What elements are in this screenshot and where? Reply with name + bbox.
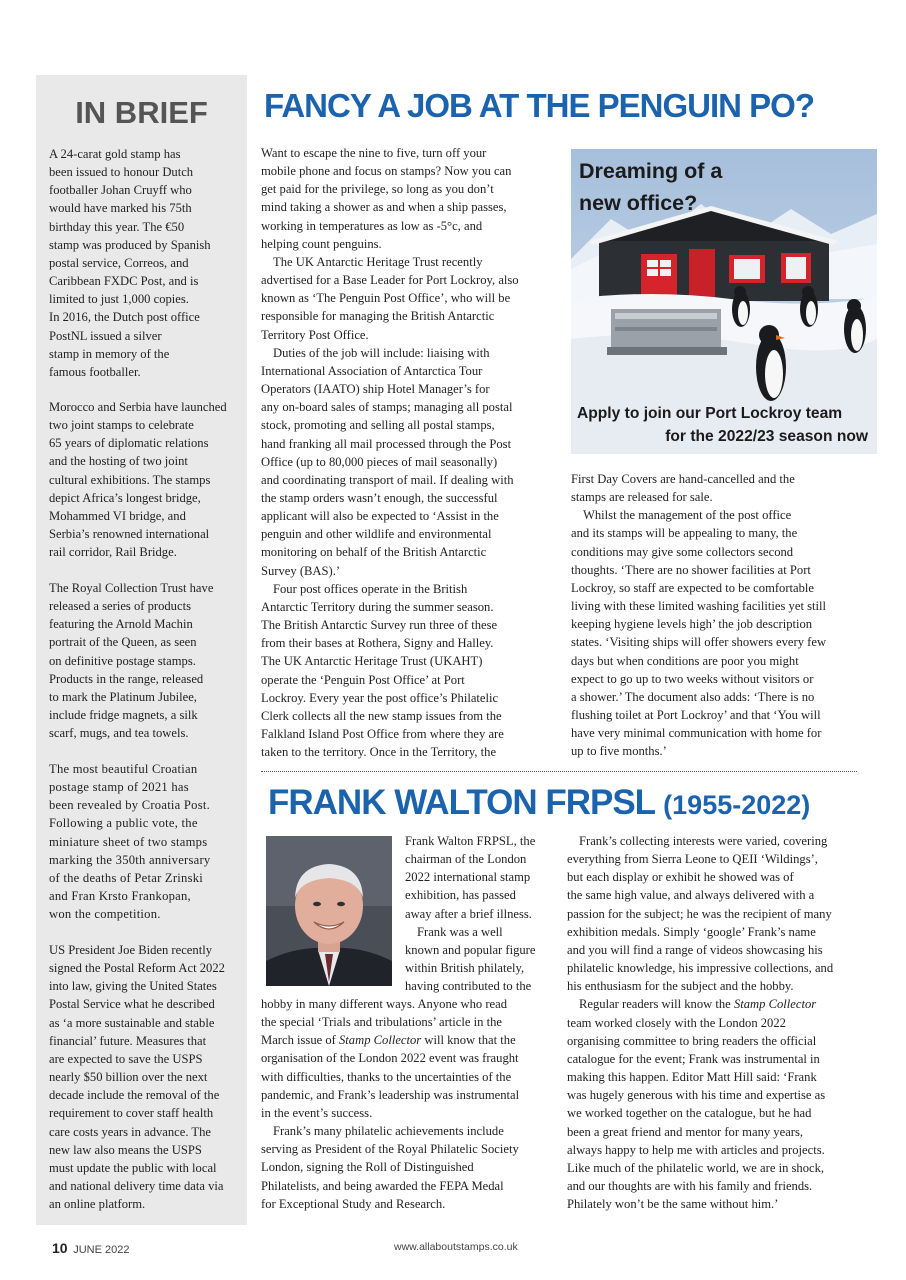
text-line: Following a public vote, the bbox=[49, 816, 198, 831]
text-line: monitoring on behalf of the British Antarctic bbox=[261, 545, 487, 560]
text-line: organisation of the London 2022 event was fraught bbox=[261, 1051, 519, 1066]
text-line: with difficulties, thanks to the uncertainties of the bbox=[261, 1069, 512, 1084]
text-line: International Association of Antarctica Tour bbox=[261, 363, 483, 378]
article1-headline: FANCY A JOB AT THE PENGUIN PO? bbox=[264, 87, 814, 124]
text-line: for Exceptional Study and Research. bbox=[261, 1196, 446, 1211]
text-line: the special ‘Trials and tribulations’ article in the bbox=[261, 1015, 502, 1030]
text-line: stock, promoting and selling all postal stamps, bbox=[261, 418, 495, 433]
text-line: but each display or exhibit he showed was of bbox=[567, 870, 794, 885]
text-line: philatelic knowledge, his impressive collections, and bbox=[567, 961, 834, 976]
text-line: new law also means the USPS bbox=[49, 1142, 202, 1157]
text-line: The most beautiful Croatian bbox=[49, 762, 198, 776]
text-line: always happy to help me with articles and projects. bbox=[567, 1142, 825, 1157]
text-line: Frank Walton FRPSL, the bbox=[405, 834, 536, 848]
text-line: care costs years in advance. The bbox=[49, 1124, 212, 1139]
article2-headline-name: FRANK WALTON FRPSL bbox=[268, 783, 655, 822]
article2-column-2 bbox=[567, 832, 833, 1213]
text-line: postage stamp of 2021 has bbox=[49, 780, 189, 795]
text-line: cultural exhibitions. The stamps bbox=[49, 472, 211, 487]
website-url: www.allaboutstamps.co.uk bbox=[394, 1241, 518, 1253]
text-line: financial’ future. Measures that bbox=[49, 1033, 207, 1048]
text-line: his enthusiasm for the subject and the hobby. bbox=[567, 979, 794, 994]
text-line: Frank’s collecting interests were varied, covering bbox=[579, 834, 828, 848]
text-line: stamp was produced by Spanish bbox=[49, 237, 211, 252]
text-line: The British Antarctic Survey run three of these bbox=[261, 618, 498, 633]
text-line: within British philately, bbox=[405, 961, 525, 976]
text-line: been a great friend and mentor for many years, bbox=[567, 1124, 804, 1139]
text-line: from their bases at Rothera, Signy and Halley. bbox=[261, 636, 494, 651]
text-line: was hugely generous with his time and expertise as bbox=[567, 1088, 826, 1103]
text-line: Operators (IAATO) ship Hotel Manager’s for bbox=[261, 382, 490, 397]
text-line: The Royal Collection Trust have bbox=[49, 581, 214, 595]
text-line: London, signing the Roll of Distinguished bbox=[261, 1160, 474, 1175]
text-line: US President Joe Biden recently bbox=[49, 943, 212, 957]
text-line: 2022 international stamp bbox=[405, 870, 531, 885]
text-line: portrait of the Queen, as seen bbox=[49, 635, 197, 650]
text-line: stamps are released for sale. bbox=[571, 490, 713, 505]
frank-walton-portrait bbox=[266, 836, 392, 986]
issue-date: JUNE 2022 bbox=[73, 1244, 130, 1256]
article1-column-1 bbox=[261, 144, 519, 761]
text-line: Office (up to 80,000 pieces of mail seasonally) bbox=[261, 454, 498, 469]
text-line: have very minimal communication with home for bbox=[571, 726, 822, 741]
text-line: Want to escape the nine to five, turn off your bbox=[261, 146, 487, 160]
text-line: pandemic, and Frank’s leadership was instrumental bbox=[261, 1087, 520, 1102]
text-line: known and popular figure bbox=[405, 942, 536, 957]
penguin-caption-top-line1: Dreaming of a bbox=[579, 159, 723, 183]
text-line: days but when conditions are poor you might bbox=[571, 653, 799, 668]
text-line: everything from Sierra Leone to QEII ‘Wildings’, bbox=[567, 852, 818, 867]
text-line: up to five months.’ bbox=[571, 744, 667, 759]
text-line: into law, giving the United States bbox=[49, 979, 217, 994]
text-line: miniature sheet of two stamps bbox=[49, 834, 208, 849]
text-line: are expected to save the USPS bbox=[49, 1051, 203, 1066]
text-line: postal service, Correos, and bbox=[49, 255, 189, 270]
text-line: as ‘a more sustainable and stable bbox=[49, 1015, 215, 1030]
text-line: Like much of the philatelic world, we are in shock, bbox=[567, 1160, 825, 1175]
text-line: Clerk collects all the new stamp issues from the bbox=[261, 708, 502, 723]
text-line: Philatelists, and being awarded the FEPA Medal bbox=[261, 1178, 504, 1193]
text-line: released a series of products bbox=[49, 599, 191, 614]
text-line: known as ‘The Penguin Post Office’, who will be bbox=[261, 291, 511, 306]
text-line: team worked closely with the London 2022 bbox=[567, 1015, 786, 1030]
text-line: conditions may give some collectors second bbox=[571, 544, 794, 559]
text-line: operate the ‘Penguin Post Office’ at Port bbox=[261, 672, 465, 687]
frank-walton-portrait-illustration bbox=[266, 836, 392, 986]
text-line: stamp in memory of the bbox=[49, 346, 170, 361]
text-line: applicant will also be expected to ‘Assist in the bbox=[261, 509, 499, 524]
text-line: an online platform. bbox=[49, 1197, 146, 1212]
article2-headline bbox=[268, 783, 810, 823]
text-line: Morocco and Serbia have launched bbox=[49, 400, 227, 414]
text-line: serving as President of the Royal Philatelic Society bbox=[261, 1142, 519, 1157]
text-line: exhibition, has passed bbox=[405, 888, 516, 903]
text-line: A 24-carat gold stamp has bbox=[49, 147, 181, 161]
text-line: hand franking all mail processed through the Post bbox=[261, 436, 512, 451]
text-line: must update the public with local bbox=[49, 1160, 217, 1175]
text-line: in the event’s success. bbox=[261, 1105, 373, 1120]
penguin-photo-illustration bbox=[571, 149, 877, 454]
publication-title: Stamp Collector bbox=[339, 1033, 422, 1048]
text-line: would have marked his 75th bbox=[49, 201, 192, 216]
brief-item-usps bbox=[49, 941, 241, 1213]
text-line: a shower.’ The document also adds: ‘There is no bbox=[571, 689, 815, 704]
brief-item-cruyff bbox=[49, 145, 241, 381]
text-line: the same high value, and always delivered with a bbox=[567, 888, 815, 903]
text-line: footballer Johan Cruyff who bbox=[49, 183, 192, 198]
text-line: In 2016, the Dutch post office bbox=[49, 310, 200, 325]
text-line: PostNL issued a silver bbox=[49, 328, 162, 343]
text-line: Postal Service what he described bbox=[49, 997, 215, 1012]
text-line: and national delivery time data via bbox=[49, 1179, 224, 1194]
text-line: marking the 350th anniversary bbox=[49, 852, 211, 867]
text-line: taken to the territory. Once in the Territory, the bbox=[261, 745, 497, 760]
text-line: Caribbean FXDC Post, and is bbox=[49, 274, 199, 289]
text-line: Survey (BAS).’ bbox=[261, 563, 341, 578]
text-line: rail corridor, Rail Bridge. bbox=[49, 545, 177, 560]
text-line: the stamp orders wasn’t enough, the successful bbox=[261, 490, 498, 505]
text-line: been revealed by Croatia Post. bbox=[49, 798, 211, 813]
sidebar-title: IN BRIEF bbox=[75, 95, 208, 130]
text-line: Lockroy, so staff are expected to be comfortable bbox=[571, 580, 815, 595]
text-line: states. ‘Visiting ships will offer showers every few bbox=[571, 635, 827, 650]
text-line: Serbia’s renowned international bbox=[49, 527, 210, 542]
article2-headline-years: (1955-2022) bbox=[663, 790, 811, 820]
publication-title: Stamp Collector bbox=[733, 997, 817, 1012]
text-line: organising committee to bring readers the official bbox=[567, 1033, 817, 1048]
text-line: Regular readers will know the Stamp Collector bbox=[579, 997, 817, 1012]
text-line: depict Africa’s longest bridge, bbox=[49, 490, 201, 505]
text-line: exhibition medals. Simply ‘google’ Frank’s name bbox=[567, 924, 816, 939]
text-line: advertised for a Base Leader for Port Lockroy, also bbox=[261, 273, 519, 288]
text-line: Duties of the job will include: liaising with bbox=[273, 345, 490, 360]
text-line: scarf, mugs, and tea towels. bbox=[49, 726, 189, 741]
text-line: March issue of Stamp Collector will know that the bbox=[261, 1033, 516, 1048]
text-line: away after a brief illness. bbox=[405, 906, 532, 921]
text-line: get paid for the privilege, so long as you don’t bbox=[261, 182, 494, 197]
text-line: mobile phone and focus on stamps? Now you can bbox=[261, 164, 512, 179]
text-line: Antarctic Territory during the summer season. bbox=[261, 599, 494, 614]
text-line: we worked together on the catalogue, but he had bbox=[567, 1106, 812, 1121]
text-line: of the deaths of Petar Zrinski bbox=[49, 870, 204, 885]
text-line: keeping hygiene levels high’ the job description bbox=[571, 617, 813, 632]
brief-item-royal-collection bbox=[49, 579, 241, 742]
text-line: Mohammed VI bridge, and bbox=[49, 508, 186, 523]
text-line: responsible for managing the British Antarctic bbox=[261, 309, 495, 324]
text-line: Falkland Island Post Office from where they are bbox=[261, 727, 504, 741]
text-line: signed the Postal Reform Act 2022 bbox=[49, 961, 225, 976]
text-line: and Fran Krsto Frankopan, bbox=[49, 889, 191, 904]
text-line: flushing toilet at Port Lockroy’ and that ‘You will bbox=[571, 708, 821, 723]
text-line: birthday this year. The €50 bbox=[49, 219, 185, 234]
text-line: mind taking a shower as and when a ship passes, bbox=[261, 200, 507, 215]
text-line: been issued to honour Dutch bbox=[49, 165, 194, 180]
penguin-caption-bottom-line1: Apply to join our Port Lockroy team bbox=[577, 405, 843, 422]
text-line: nearly $50 billion over the next bbox=[49, 1070, 208, 1085]
text-line: Lockroy. Every year the post office’s Philatelic bbox=[261, 690, 499, 705]
text-line: chairman of the London bbox=[405, 852, 527, 867]
text-line: and our thoughts are with his family and friends. bbox=[567, 1178, 813, 1193]
text-line: and coordinating transport of mail. If dealing with bbox=[261, 472, 514, 487]
text-line: to mark the Platinum Jubilee, bbox=[49, 689, 197, 704]
penguin-caption-bottom-line2: for the 2022/23 season now bbox=[665, 428, 868, 445]
text-line: Philately won’t be the same without him.’ bbox=[567, 1197, 779, 1212]
text-line: helping count penguins. bbox=[261, 236, 382, 251]
text-line: featuring the Arnold Machin bbox=[49, 617, 193, 632]
article2-column-1 bbox=[261, 995, 519, 1213]
text-line: The UK Antarctic Heritage Trust (UKAHT) bbox=[261, 654, 483, 669]
page-number-footer bbox=[52, 1240, 129, 1256]
text-line: Four post offices operate in the British bbox=[273, 581, 468, 596]
text-line: making this happen. Editor Matt Hill said: ‘Frank bbox=[567, 1070, 817, 1085]
text-line: Whilst the management of the post office bbox=[583, 508, 792, 523]
text-line: won the competition. bbox=[49, 907, 161, 922]
text-line: and you will find a range of videos showcasing his bbox=[567, 942, 823, 957]
in-brief-sidebar bbox=[36, 75, 247, 1225]
text-line: requirement to cover staff health bbox=[49, 1106, 214, 1121]
text-line: working in temperatures as low as -5°c, and bbox=[261, 218, 483, 233]
text-line: and the hosting of two joint bbox=[49, 454, 188, 469]
article2-column-1-beside-photo bbox=[405, 832, 535, 995]
text-line: any on-board sales of stamps; managing all postal bbox=[261, 400, 513, 415]
text-line: penguin and other wildlife and environmental bbox=[261, 527, 492, 542]
article1-column-2 bbox=[571, 470, 826, 761]
brief-item-morocco-serbia bbox=[49, 398, 241, 561]
text-line: The UK Antarctic Heritage Trust recently bbox=[273, 254, 483, 269]
text-line: passion for the subject; he was the recipient of many bbox=[567, 906, 832, 921]
text-line: Products in the range, released bbox=[49, 671, 204, 686]
text-line: Frank was a well bbox=[417, 924, 503, 939]
text-line: two joint stamps to celebrate bbox=[49, 418, 194, 433]
text-line: limited to just 1,000 copies. bbox=[49, 292, 189, 307]
text-line: expect to go up to two weeks without visitors or bbox=[571, 671, 814, 686]
text-line: and its stamps will be appealing to many, the bbox=[571, 526, 798, 541]
article-divider bbox=[261, 771, 857, 772]
text-line: famous footballer. bbox=[49, 364, 141, 379]
brief-item-croatia bbox=[49, 760, 241, 923]
penguin-post-office-photo bbox=[571, 149, 877, 454]
text-line: Territory Post Office. bbox=[261, 327, 369, 342]
text-line: thoughts. ‘There are no shower facilities at Port bbox=[571, 562, 811, 577]
text-line: 65 years of diplomatic relations bbox=[49, 436, 209, 451]
text-line: living with these limited washing facilities yet still bbox=[571, 599, 826, 614]
page-number: 10 bbox=[52, 1240, 68, 1256]
text-line: Frank’s many philatelic achievements include bbox=[273, 1124, 504, 1139]
text-line: on definitive postage stamps. bbox=[49, 653, 196, 668]
text-line: having contributed to the bbox=[405, 979, 532, 994]
text-line: hobby in many different ways. Anyone who read bbox=[261, 997, 507, 1011]
text-line: catalogue for the event; Frank was instrumental in bbox=[567, 1051, 820, 1066]
penguin-caption-top-line2: new office? bbox=[579, 191, 698, 215]
text-line: First Day Covers are hand-cancelled and the bbox=[571, 472, 795, 486]
text-line: include fridge magnets, a silk bbox=[49, 708, 198, 723]
text-line: decade include the removal of the bbox=[49, 1088, 220, 1103]
